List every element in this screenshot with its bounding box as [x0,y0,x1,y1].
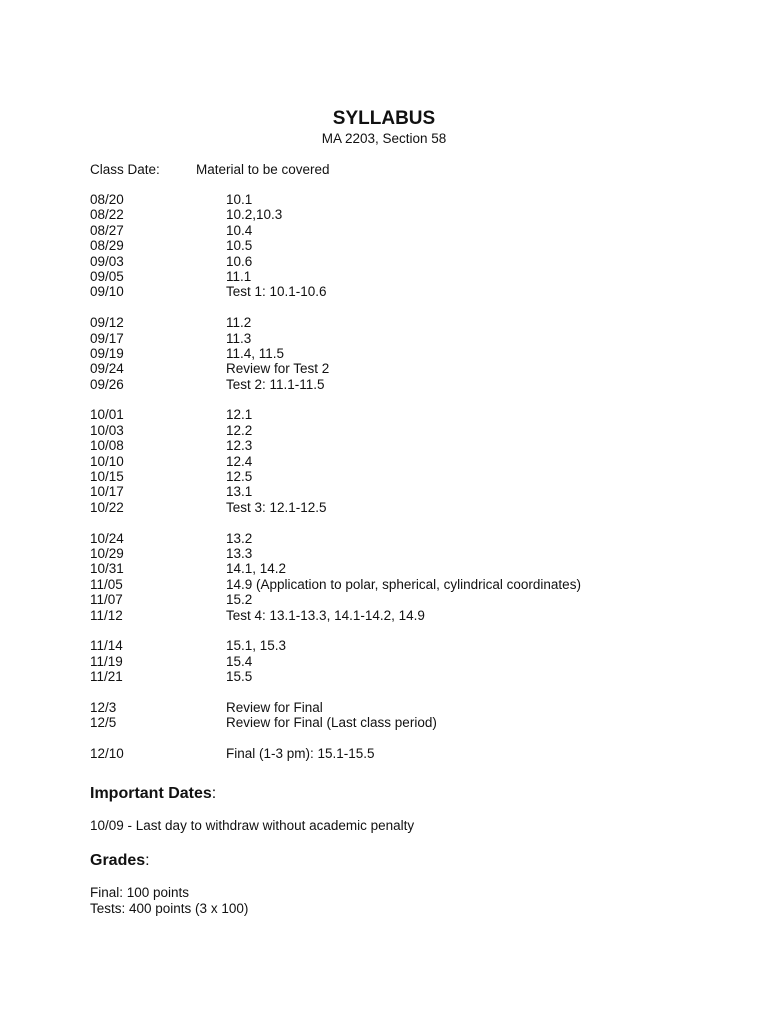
schedule-group [90,407,710,515]
schedule-row [90,315,710,330]
course-subtitle: MA 2203, Section 58 [321,131,447,146]
grade-item-tests: Tests: 400 points (3 x 100) [90,901,249,916]
schedule-row [90,577,710,592]
schedule-row [90,346,710,361]
material-topic: Test 1: 10.1-10.6 [226,284,327,300]
material-topic: 15.1, 15.3 [226,638,287,654]
class-date: 10/10 [90,453,124,469]
schedule-row [90,238,710,253]
class-date: 08/20 [90,192,124,207]
class-date: 09/10 [90,284,124,300]
schedule-row [90,254,710,269]
schedule-row [90,207,710,222]
class-date: 12/3 [90,699,117,715]
material-topic: 10.6 [226,253,253,269]
material-topic: 11.1 [226,268,252,284]
grades-heading-text: Grades [90,852,146,869]
schedule-group [90,192,710,300]
schedule-row [90,469,710,484]
material-topic: Final (1-3 pm): 15.1-15.5 [226,746,375,762]
schedule-row [90,592,710,607]
schedule-row [90,407,710,422]
material-topic: 12.2 [226,422,253,438]
material-topic: 15.2 [226,592,253,608]
schedule-row [90,269,710,284]
material-topic: 12.4 [226,453,253,469]
class-date: 09/26 [90,376,124,392]
schedule-row [90,361,710,376]
class-date: 09/19 [90,345,124,361]
class-date: 12/5 [90,715,117,731]
class-date: 08/29 [90,238,124,254]
material-topic: 10.5 [226,238,253,254]
class-date: 08/22 [90,207,124,223]
class-date: 09/17 [90,330,124,346]
schedule-row [90,500,710,515]
material-topic: 14.9 (Application to polar, spherical, cylindrical coordinates) [226,576,581,592]
class-date: 11/07 [90,592,123,608]
material-topic: 11.3 [226,330,252,346]
material-topic: 15.5 [226,669,253,685]
grades-heading: Grades: [90,852,150,869]
material-topic: 10.2,10.3 [226,207,283,223]
material-topic: Test 4: 13.1-13.3, 14.1-14.2, 14.9 [226,607,425,623]
class-date: 10/15 [90,469,124,485]
material-topic: 11.2 [226,315,252,331]
class-date: 10/03 [90,422,124,438]
schedule-row [90,715,710,730]
material-header: Material to be covered [196,162,330,177]
schedule-row [90,546,710,561]
schedule-row [90,377,710,392]
schedule-row [90,746,710,761]
class-date: 11/19 [90,653,123,669]
class-date: 08/27 [90,222,124,238]
class-date: 10/29 [90,545,124,561]
class-date-header: Class Date: [90,162,160,177]
material-topic: Review for Test 2 [226,361,330,377]
schedule-group [90,638,710,684]
schedule-row [90,638,710,653]
schedule-row [90,531,710,546]
material-topic: 10.1 [226,192,253,207]
class-date: 11/14 [90,638,123,654]
important-dates-heading: Important Dates: [90,785,217,802]
schedule-row [90,654,710,669]
schedule-row [90,484,710,499]
material-topic: 12.5 [226,469,253,485]
schedule-row [90,438,710,453]
material-topic: 13.2 [226,530,253,546]
class-date: 11/12 [90,607,123,623]
schedule-row [90,192,710,207]
schedule-row [90,331,710,346]
schedule-row [90,561,710,576]
schedule-row [90,608,710,623]
class-date: 10/01 [90,407,124,423]
class-date: 11/05 [90,576,123,592]
material-topic: 10.4 [226,222,253,238]
schedule-group [90,315,710,392]
material-topic: 12.1 [226,407,253,423]
material-topic: 14.1, 14.2 [226,561,287,577]
schedule-row [90,700,710,715]
important-date-item: 10/09 - Last day to withdraw without academic penalty [90,818,415,833]
material-topic: Review for Final (Last class period) [226,715,437,731]
schedule-row [90,423,710,438]
class-date: 09/05 [90,268,124,284]
page-title: SYLLABUS [332,108,436,129]
schedule-group [90,531,710,623]
schedule-row [90,669,710,684]
schedule-row [90,223,710,238]
material-topic: 11.4, 11.5 [226,345,285,361]
class-date: 10/22 [90,499,124,515]
class-date: 09/24 [90,361,124,377]
class-date: 10/17 [90,484,124,500]
class-date: 09/12 [90,315,124,331]
class-date: 12/10 [90,746,124,762]
material-topic: Test 2: 11.1-11.5 [226,376,325,392]
schedule-group [90,700,710,731]
material-topic: 13.3 [226,545,253,561]
schedule-row [90,454,710,469]
class-date: 11/21 [90,669,123,685]
material-topic: 12.3 [226,438,253,454]
material-topic: Test 3: 12.1-12.5 [226,499,327,515]
class-date: 10/31 [90,561,124,577]
grade-item-final: Final: 100 points [90,885,190,900]
material-topic: Review for Final [226,699,323,715]
schedule-list [90,192,710,777]
important-dates-heading-text: Important Dates [90,785,212,802]
class-date: 10/08 [90,438,124,454]
schedule-group [90,746,710,761]
material-topic: 13.1 [226,484,253,500]
class-date: 09/03 [90,253,124,269]
schedule-row [90,284,710,299]
material-topic: 15.4 [226,653,253,669]
class-date: 10/24 [90,530,124,546]
